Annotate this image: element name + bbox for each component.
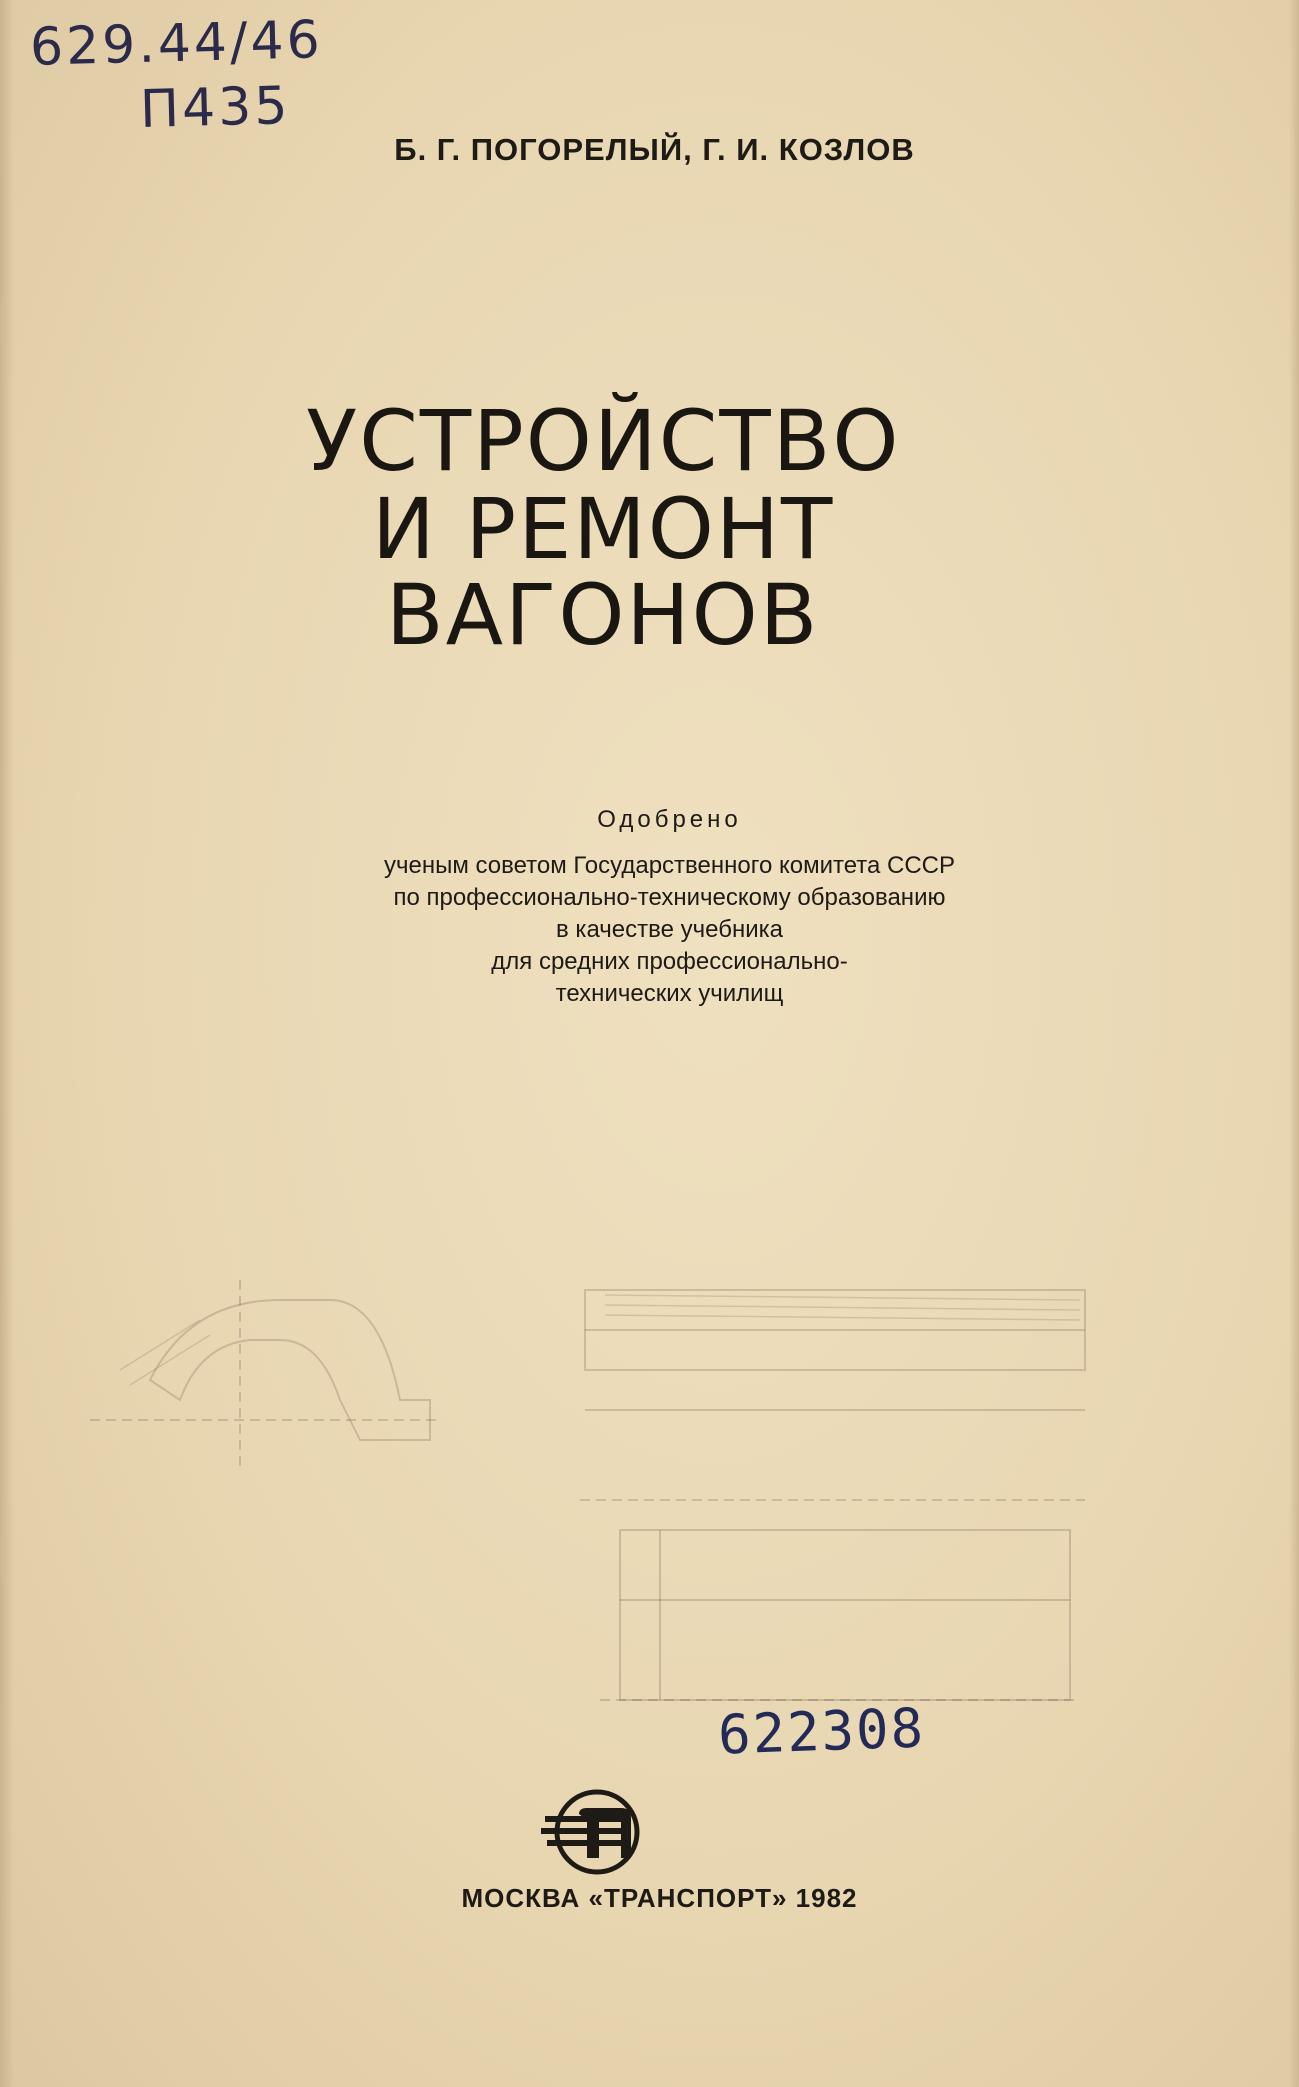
approval-line: в качестве учебника	[556, 916, 783, 943]
approval-line: технических училищ	[555, 980, 784, 1007]
book-title-line-1: УСТРОЙСТВО	[306, 392, 901, 490]
book-title-line-3: ВАГОНОВ	[386, 566, 820, 664]
publisher-logo-icon	[535, 1780, 655, 1890]
approval-line: ученым советом Государственного комитета СССР	[383, 852, 955, 879]
publisher-imprint: МОСКВА «ТРАНСПОРТ» 1982	[461, 1883, 858, 1913]
library-author-mark-handwritten: П435	[139, 76, 292, 140]
approval-line: по профессионально-техническому образованию	[393, 884, 946, 911]
approval-heading: Одобрено	[597, 806, 742, 833]
book-title-line-2: И РЕМОНТ	[372, 480, 835, 578]
approval-line: для средних профессионально-	[491, 948, 848, 975]
inventory-number-handwritten: 622308	[716, 1696, 927, 1767]
authors: Б. Г. ПОГОРЕЛЫЙ, Г. И. КОЗЛОВ	[394, 132, 915, 167]
library-shelfmark-handwritten: 629.44/46	[29, 10, 324, 78]
